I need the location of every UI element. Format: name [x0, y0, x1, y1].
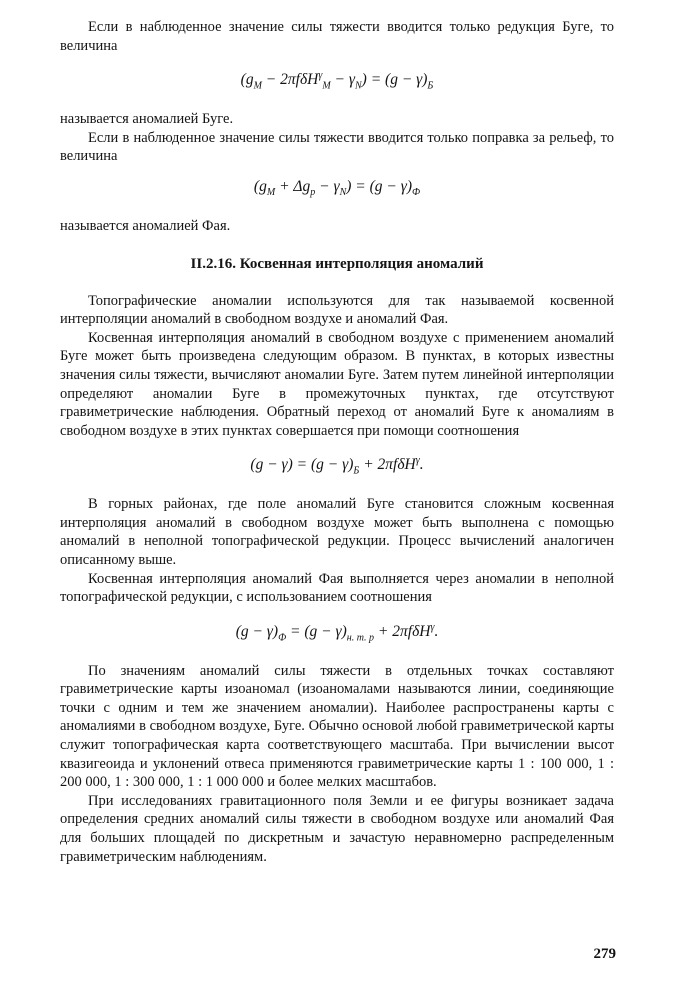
formula-free-air-relation	[60, 452, 614, 481]
formula-superscript: γ	[430, 621, 435, 633]
formula-text: + Δg	[275, 177, 311, 195]
section-heading: II.2.16. Косвенная интерполяция аномалий	[190, 256, 484, 273]
formula-bouguer-anomaly	[60, 67, 614, 96]
paragraph-terrain-correction: Если в наблюденное значение силы тяжести вводится только поправка за рельеф, то величина	[60, 129, 614, 165]
formula-subscript: р	[310, 186, 316, 198]
formula-text: ) = (g − γ)	[361, 71, 428, 89]
formula-subscript: Б	[353, 465, 360, 477]
formula-text: .	[434, 623, 439, 640]
formula-text: = (g − γ)	[286, 623, 347, 640]
formula-subscript: M	[253, 80, 262, 92]
formula-text: − γ	[315, 177, 340, 195]
formula-subscript: M	[266, 186, 276, 198]
formula-faye-relation	[60, 619, 614, 648]
paragraph-mean-anomalies: При исследованиях гравитационного поля Земли и ее фигуры возникает задача определения средних аномалий силы тяжести в свободном воздухе или аномалий Фая для больших площадей по дискретным и зачастую неравномерно распределенным гравиметрическим наблюдениям.	[60, 792, 614, 865]
formula-subscript: N	[339, 186, 347, 198]
formula-subscript: N	[354, 80, 362, 92]
formula-text: + 2πfδH	[359, 456, 416, 474]
paragraph-bouguer-reduction: Если в наблюденное значение силы тяжести вводится только редукция Буге, то величина	[60, 19, 614, 54]
formula-text: (g	[253, 177, 267, 195]
formula-subscript: M	[322, 80, 331, 92]
page-number: 279	[593, 946, 616, 962]
paragraph-topographic-anomalies: Топографические аномалии используются для так называемой косвенной интерполяции аномалий в свободном воздухе и аномалий Фая.	[60, 292, 614, 328]
formula-text: (g	[240, 71, 254, 89]
formula-faye-anomaly	[60, 178, 614, 203]
paragraph-bouguer-definition: называется аномалией Буге.	[60, 111, 234, 128]
paragraph-gravity-maps: По значениям аномалий силы тяжести в отдельных точках составляют гравиметрические карты изоаномал (изоаномалами называются линии, соединяющие точки с одним и тем же значением аномалии). Наиболее распространены карты с аномалиями в свободном воздухе, Буге. Обычно основой любой гравиметрической карты служит топографическая карта соответствующего масштаба. При вычислении высот квазигеоида и уклонений отвеса применяются гравиметрические карты 1 : 100 000, 1 : 200 000, 1 : 300 000, 1 : 1 000 000 и более мелких масштабов.	[60, 662, 614, 791]
formula-superscript: γ	[415, 455, 420, 467]
formula-text: .	[419, 456, 424, 474]
paragraph-indirect-interpolation: Косвенная интерполяция аномалий в свободном воздухе с применением аномалий Буге может быть произведена следующим образом. В пунктах, в которых известны значения силы тяжести, вычисляют аномалии Буге. Затем путем линейной интерполяции определяют аномалии Буге в промежуточных пунктах, где отсутствуют гравиметрические наблюдения. Обратный переход от аномалий Буге к аномалиям в свободном воздухе в этих пунктах совершается при помощи соотношения	[60, 329, 614, 439]
paragraph-mountain-regions: В горных районах, где поле аномалий Буге становится сложным косвенная интерполяция аномалий в свободном воздухе может быть выполнена с помощью аномалий в неполной топографической редукции. Процесс вычислений аналогичен описанному выше.	[60, 496, 614, 569]
formula-subscript: н. т. р	[346, 632, 375, 644]
formula-text: − γ	[330, 71, 355, 89]
formula-text: (g − γ) = (g − γ)	[250, 456, 354, 474]
formula-superscript: γ	[318, 70, 323, 82]
formula-subscript: Ф	[412, 186, 421, 198]
formula-subscript: Б	[427, 80, 434, 92]
formula-subscript: Ф	[278, 632, 287, 644]
paragraph-faye-interpolation: Косвенная интерполяция аномалий Фая выполняется через аномалии в неполной топографической редукции, с использованием соотношения	[60, 570, 614, 606]
paragraph-faye-definition: называется аномалией Фая.	[60, 217, 231, 234]
formula-text: ) = (g − γ)	[346, 177, 413, 195]
formula-text: − 2πfδH	[261, 71, 319, 89]
formula-text: + 2πfδH	[374, 623, 431, 640]
formula-text: (g − γ)	[235, 623, 279, 640]
